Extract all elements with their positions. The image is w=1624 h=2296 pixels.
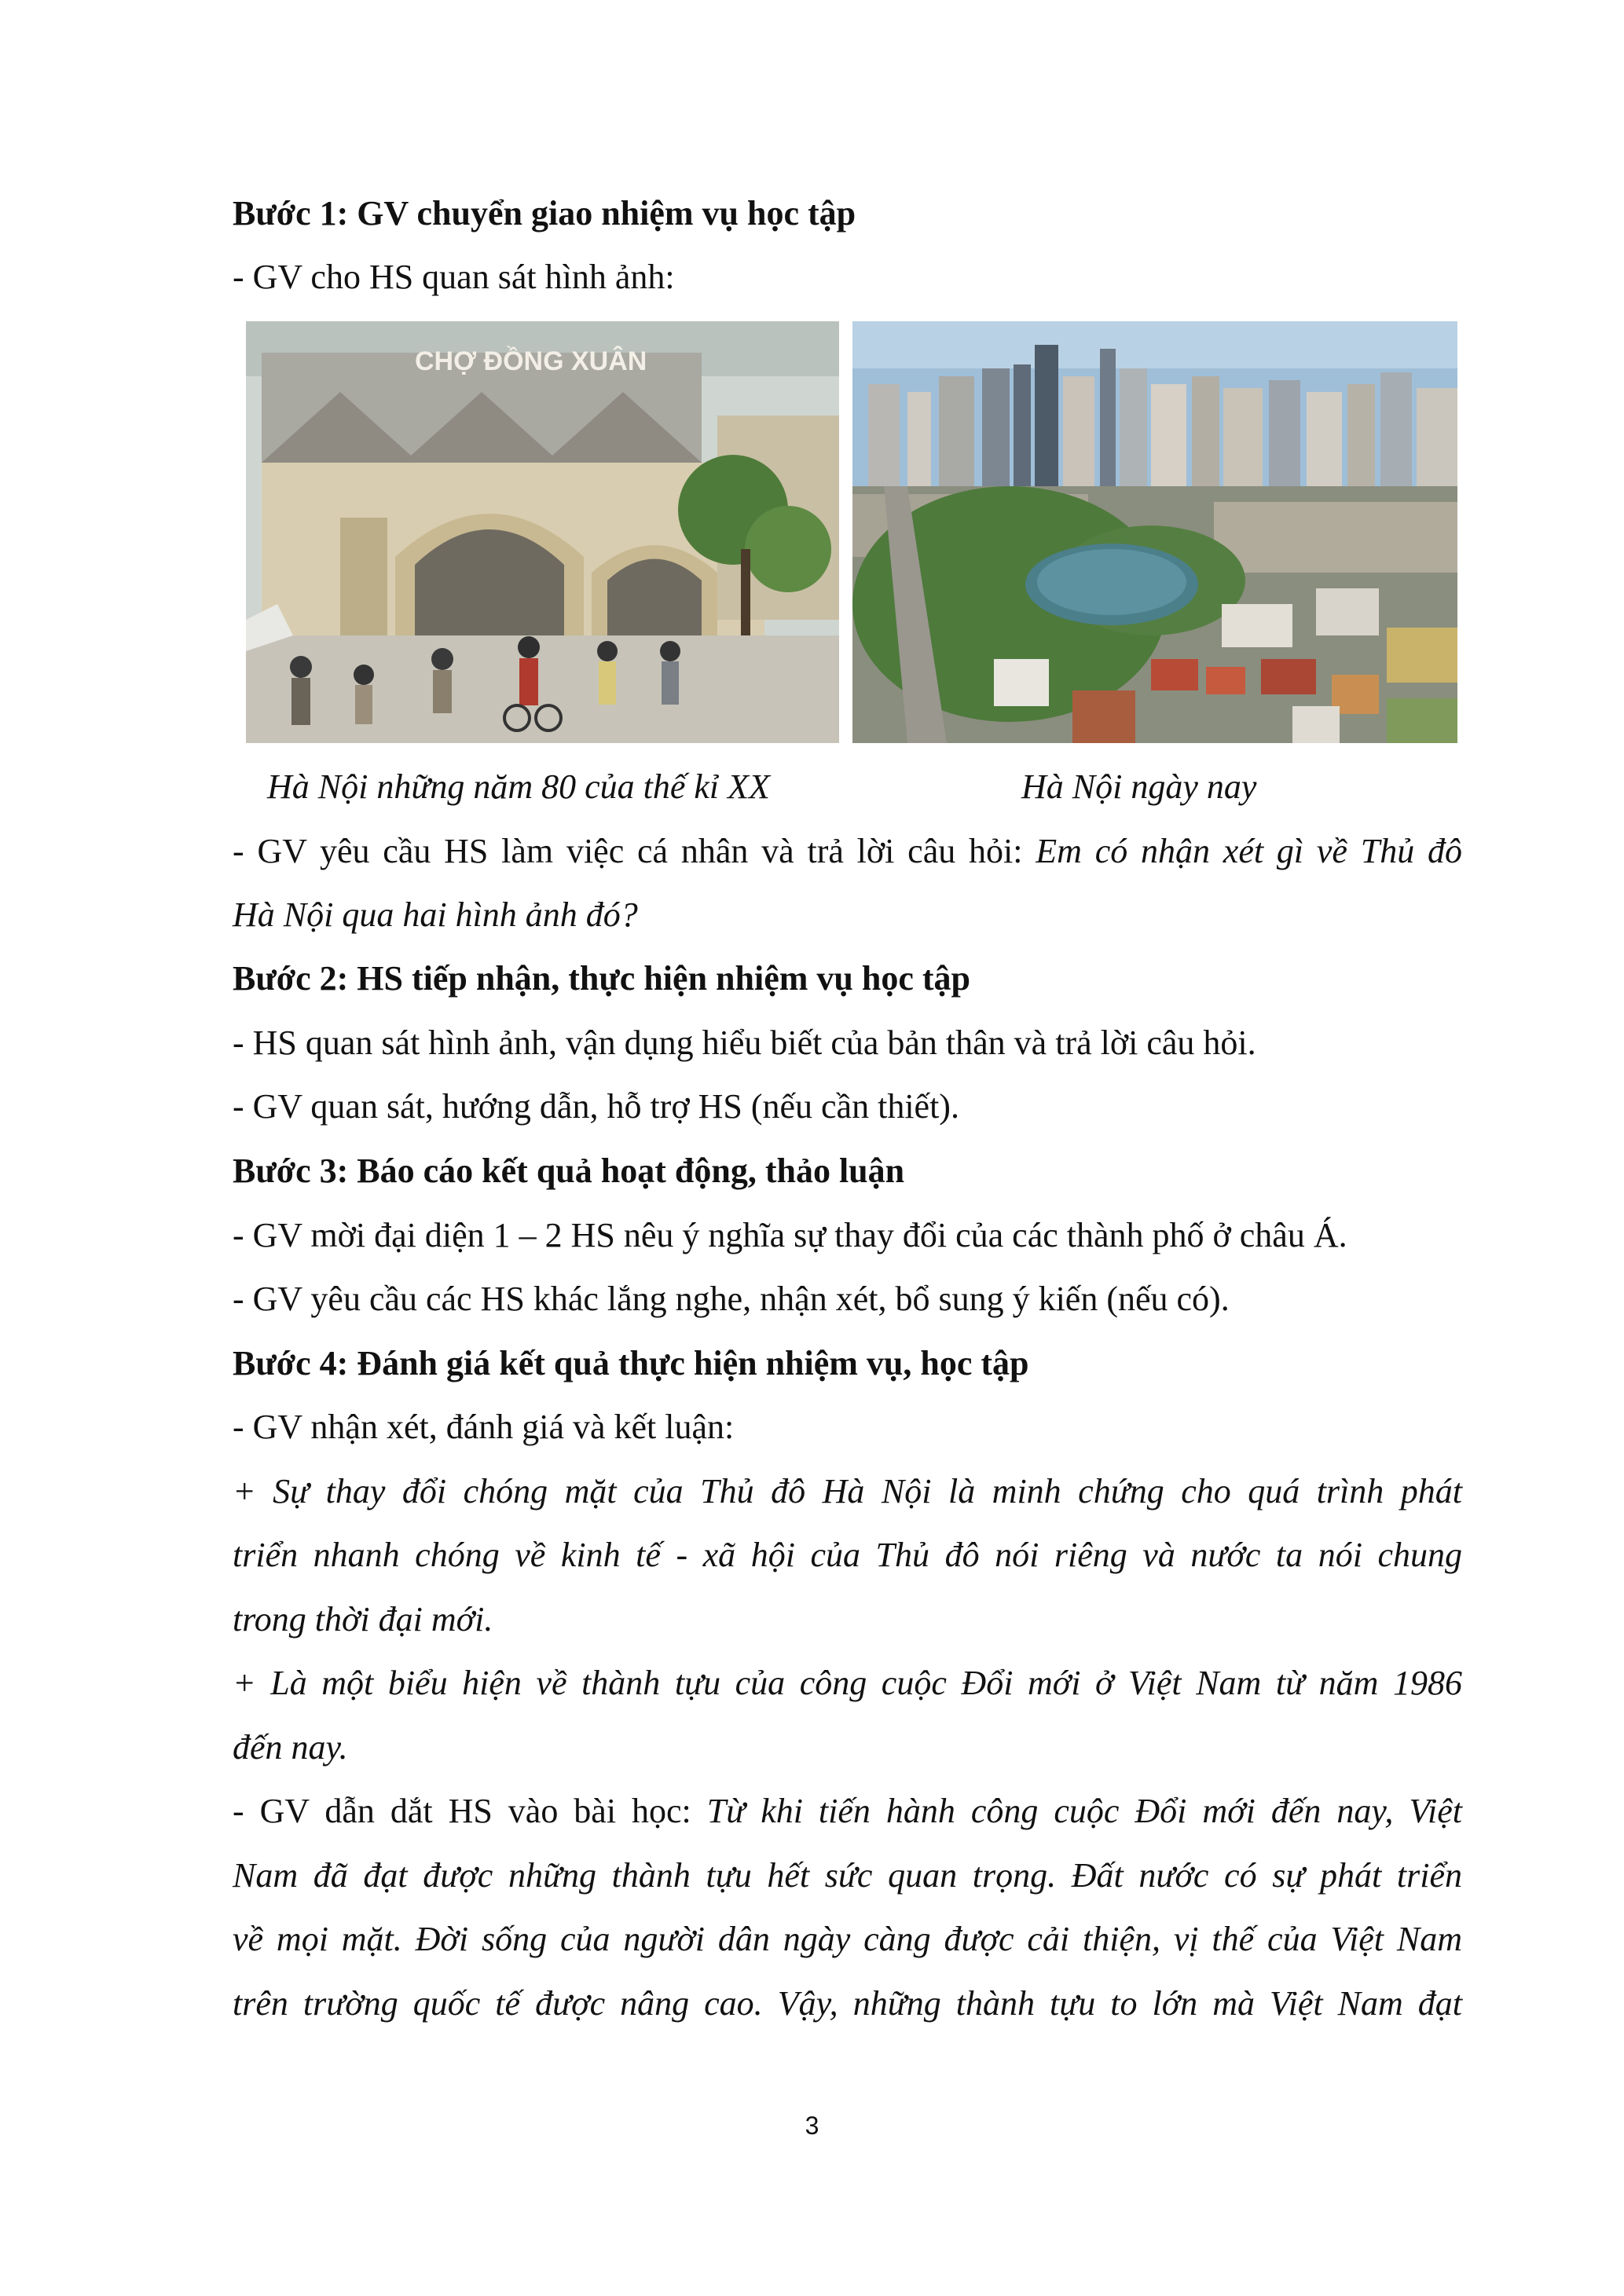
conclusion2-line-1: + Là một biểu hiện về thành tựu của công cuộc Đổi mới ở Việt Nam từ năm 1986 bbox=[233, 1664, 1462, 1702]
step4-line-1: - GV nhận xét, đánh giá và kết luận: bbox=[233, 1408, 735, 1446]
market-sign-text: CHỢ ĐỒNG XUÂN bbox=[415, 346, 647, 376]
photo-hanoi-today bbox=[852, 321, 1457, 743]
conclusion1-line-3: trong thời đại mới. bbox=[233, 1600, 493, 1639]
step3-heading: Bước 3: Báo cáo kết quả hoạt động, thảo luận bbox=[233, 1152, 905, 1190]
lead-prefix: - GV dẫn dắt HS vào bài học: bbox=[233, 1792, 707, 1830]
lead-text-part1: Từ khi tiến hành công cuộc Đổi mới đến nay, Việt bbox=[706, 1792, 1462, 1830]
step2-heading: Bước 2: HS tiếp nhận, thực hiện nhiệm vụ học tập bbox=[233, 959, 970, 998]
step2-line-1: - HS quan sát hình ảnh, vận dụng hiểu biết của bản thân và trả lời câu hỏi. bbox=[233, 1023, 1256, 1062]
step4-heading: Bước 4: Đánh giá kết quả thực hiện nhiệm vụ, học tập bbox=[233, 1344, 1029, 1382]
task-prefix: - GV yêu cầu HS làm việc cá nhân và trả lời câu hỏi: bbox=[233, 832, 1036, 870]
photo-caption-right: Hà Nội ngày nay bbox=[1021, 767, 1257, 806]
step3-line-2: - GV yêu cầu các HS khác lắng nghe, nhận xét, bổ sung ý kiến (nếu có). bbox=[233, 1280, 1230, 1318]
step1-heading: Bước 1: GV chuyển giao nhiệm vụ học tập bbox=[233, 194, 856, 233]
photo-hanoi-1980s bbox=[246, 321, 839, 743]
step1-line: - GV cho HS quan sát hình ảnh: bbox=[233, 258, 675, 296]
task-question-part1: Em có nhận xét gì về Thủ đô bbox=[1036, 832, 1462, 870]
lead-line-1 bbox=[233, 1789, 1462, 1833]
conclusion1-line-1: + Sự thay đổi chóng mặt của Thủ đô Hà Nội là minh chứng cho quá trình phát bbox=[233, 1472, 1462, 1511]
photo-caption-left: Hà Nội những năm 80 của thế kỉ XX bbox=[267, 767, 770, 806]
lead-line-2: Nam đã đạt được những thành tựu hết sức quan trọng. Đất nước có sự phát triển bbox=[233, 1856, 1462, 1895]
step2-line-2: - GV quan sát, hướng dẫn, hỗ trợ HS (nếu cần thiết). bbox=[233, 1087, 959, 1126]
conclusion2-line-2: đến nay. bbox=[233, 1728, 348, 1767]
lead-line-3: về mọi mặt. Đời sống của người dân ngày càng được cải thiện, vị thế của Việt Nam bbox=[233, 1920, 1462, 1958]
conclusion1-line-2: triển nhanh chóng về kinh tế - xã hội của Thủ đô nói riêng và nước ta nói chung bbox=[233, 1536, 1462, 1574]
page-number: 3 bbox=[805, 2111, 819, 2140]
step3-line-1: - GV mời đại diện 1 – 2 HS nêu ý nghĩa sự thay đổi của các thành phố ở châu Á. bbox=[233, 1216, 1347, 1254]
task-question-part2: Hà Nội qua hai hình ảnh đó? bbox=[233, 895, 638, 934]
lead-line-4: trên trường quốc tế được nâng cao. Vậy, những thành tựu to lớn mà Việt Nam đạt bbox=[233, 1984, 1462, 2023]
task-line-1 bbox=[233, 829, 1462, 873]
